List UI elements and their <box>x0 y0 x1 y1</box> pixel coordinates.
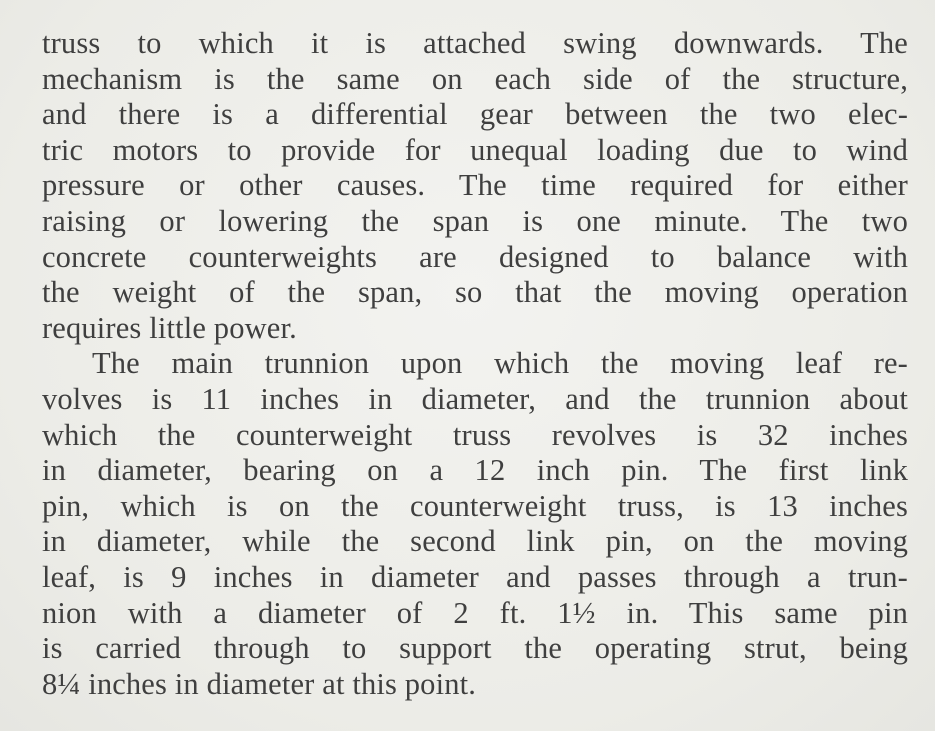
text-line: tric motors to provide for unequal loading due to wind <box>42 132 908 167</box>
text-line: leaf, is 9 inches in diameter and passes through a trun- <box>42 559 908 594</box>
document-page <box>42 26 908 702</box>
text-line: 8¼ inches in diameter at this point. <box>42 666 477 701</box>
text-line: which the counterweight truss revolves is 32 inches <box>42 417 908 452</box>
text-line: in diameter, while the second link pin, on the moving <box>42 524 908 559</box>
paragraph-2 <box>42 346 908 702</box>
text-line: pressure or other causes. The time required for either <box>42 168 908 203</box>
text-line: is carried through to support the operating strut, being <box>42 631 908 666</box>
text-line: the weight of the span, so that the moving operation <box>42 275 908 310</box>
text-line: The main trunnion upon which the moving leaf re- <box>92 346 908 381</box>
text-line: requires little power. <box>42 310 297 345</box>
text-line: truss to which it is attached swing downwards. The <box>42 26 908 60</box>
text-line: and there is a differential gear between the two elec- <box>42 97 908 132</box>
paragraph-1 <box>42 26 908 346</box>
text-line: in diameter, bearing on a 12 inch pin. The first link <box>42 453 908 488</box>
text-line: raising or lowering the span is one minute. The two <box>42 203 908 238</box>
text-line: concrete counterweights are designed to balance with <box>42 239 908 274</box>
text-line: volves is 11 inches in diameter, and the trunnion about <box>42 381 908 416</box>
text-line: pin, which is on the counterweight truss, is 13 inches <box>42 488 908 523</box>
text-line: mechanism is the same on each side of the structure, <box>42 61 908 96</box>
text-line: nion with a diameter of 2 ft. 1½ in. This same pin <box>42 595 908 630</box>
